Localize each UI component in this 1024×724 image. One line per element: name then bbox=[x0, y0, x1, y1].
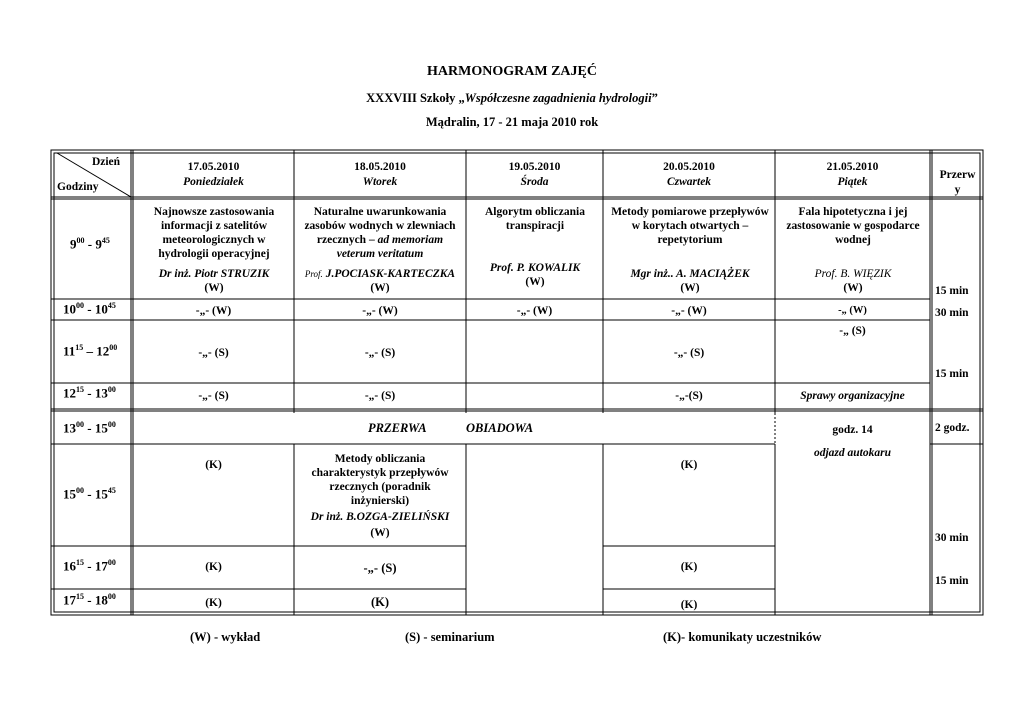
thursday-session-6: (K) bbox=[680, 459, 698, 471]
lunch-break-duration: 2 godz. bbox=[935, 422, 970, 434]
friday-session-1: Fala hipotetyczna i jej zastosowanie w gospodarce wodnej Prof. B. WIĘZIK (W) bbox=[786, 206, 920, 294]
hour-slot-6: $15^{00} - 15^{45}$ bbox=[63, 486, 116, 502]
wednesday-session-1: Algorytm obliczania transpiracji Prof. P. KOWALIK (W) bbox=[485, 206, 585, 288]
legend-communications: (K)- komunikaty uczestników bbox=[663, 630, 822, 644]
day-header-tuesday: 18.05.2010 Wtorek bbox=[354, 161, 406, 188]
thursday-session-2: -„- (W) bbox=[671, 305, 707, 317]
lunch-break-label-1: PRZERWA bbox=[368, 421, 427, 435]
hour-slot-8: $17^{15} - 18^{00}$ bbox=[63, 592, 116, 608]
break-after-slot-7: 15 min bbox=[935, 575, 969, 587]
monday-session-6: (K) bbox=[205, 459, 222, 471]
friday-bus-departure: odjazd autokaru bbox=[813, 447, 891, 459]
friday-session-4: Sprawy organizacyjne bbox=[800, 390, 905, 402]
break-after-slot-3: 15 min bbox=[935, 368, 969, 380]
thursday-session-3: -„- (S) bbox=[673, 347, 705, 359]
tuesday-session-4: -„- (S) bbox=[364, 390, 396, 402]
header-day-label: Dzień bbox=[91, 156, 121, 168]
day-header-thursday: 20.05.2010 Czwartek bbox=[663, 161, 715, 188]
legend-lecture: (W) - wykład bbox=[190, 630, 261, 644]
hour-slot-2: $10^{00} - 10^{45}$ bbox=[63, 301, 116, 317]
break-after-slot-6: 30 min bbox=[935, 532, 969, 544]
legend-seminar: (S) - seminarium bbox=[405, 630, 495, 644]
monday-session-3: -„- (S) bbox=[198, 347, 229, 359]
monday-session-8: (K) bbox=[205, 597, 222, 609]
friday-session-3: -„ (S) bbox=[839, 325, 866, 337]
tuesday-session-1: Naturalne uwarunkowania zasobów wodnych w zlewniach rzecznych – ad memoriam veterum veritatum Prof. J.POCIASK-KARTECZKA (W) bbox=[304, 206, 456, 294]
hour-slot-5: $13^{00} - 15^{00}$ bbox=[63, 420, 116, 436]
header-hours-label: Godziny bbox=[57, 181, 99, 193]
wednesday-session-2: -„- (W) bbox=[516, 305, 553, 317]
thursday-session-8: (K) bbox=[680, 599, 698, 611]
monday-session-2: -„- (W) bbox=[195, 305, 232, 317]
monday-session-1: Najnowsze zastosowania informacji z satelitów meteorologicznych w hydrologii operacyjnej Dr inż. Piotr STRUZIK (W) bbox=[153, 206, 275, 294]
tuesday-session-3: -„- (S) bbox=[364, 347, 396, 359]
tuesday-session-6: Metody obliczania charakterystyk przepływów rzecznych (poradnik inżynierski) Dr inż. B.OZGA-ZIELIŃSKI (W) bbox=[310, 453, 450, 539]
header-break-label: Przerw y bbox=[939, 169, 976, 196]
day-header-friday: 21.05.2010 Piątek bbox=[826, 161, 879, 188]
hour-slot-7: $16^{15} - 17^{00}$ bbox=[63, 558, 116, 574]
monday-session-7: (K) bbox=[205, 561, 222, 573]
document-title: HARMONOGRAM ZAJĘĆ bbox=[427, 64, 597, 79]
tuesday-session-2: -„- (W) bbox=[362, 305, 398, 317]
hour-slot-3: $11^{15} - 12^{00}$ bbox=[63, 343, 118, 359]
thursday-session-4: -„-(S) bbox=[675, 390, 703, 402]
place-and-date: Mądralin, 17 - 21 maja 2010 rok bbox=[425, 115, 599, 129]
day-header-wednesday: 19.05.2010 Środa bbox=[508, 161, 561, 188]
document-subtitle: XXXVIII Szkoły „Współczesne zagadnienia hydrologii” bbox=[366, 91, 658, 105]
hour-slot-4: $12^{15} - 13^{00}$ bbox=[63, 385, 116, 401]
thursday-session-1: Metody pomiarowe przepływów w korytach otwartych – repetytorium Mgr inż.. A. MACIĄŻEK (W) bbox=[611, 206, 769, 294]
day-header-monday: 17.05.2010 Poniedziałek bbox=[183, 161, 244, 188]
friday-departure-time: godz. 14 bbox=[832, 424, 873, 436]
thursday-session-7: (K) bbox=[680, 561, 698, 573]
lunch-break-label-2: OBIADOWA bbox=[466, 421, 534, 435]
tuesday-session-8: (K) bbox=[370, 595, 390, 609]
break-after-slot-1: 15 min bbox=[935, 285, 969, 297]
hour-slot-1: $9^{00} - 9^{45}$ bbox=[70, 236, 110, 252]
friday-session-2: -„ (W) bbox=[838, 305, 867, 316]
break-after-slot-2: 30 min bbox=[935, 307, 969, 319]
monday-session-4: -„- (S) bbox=[198, 390, 229, 402]
tuesday-session-7: -„- (S) bbox=[363, 561, 397, 575]
